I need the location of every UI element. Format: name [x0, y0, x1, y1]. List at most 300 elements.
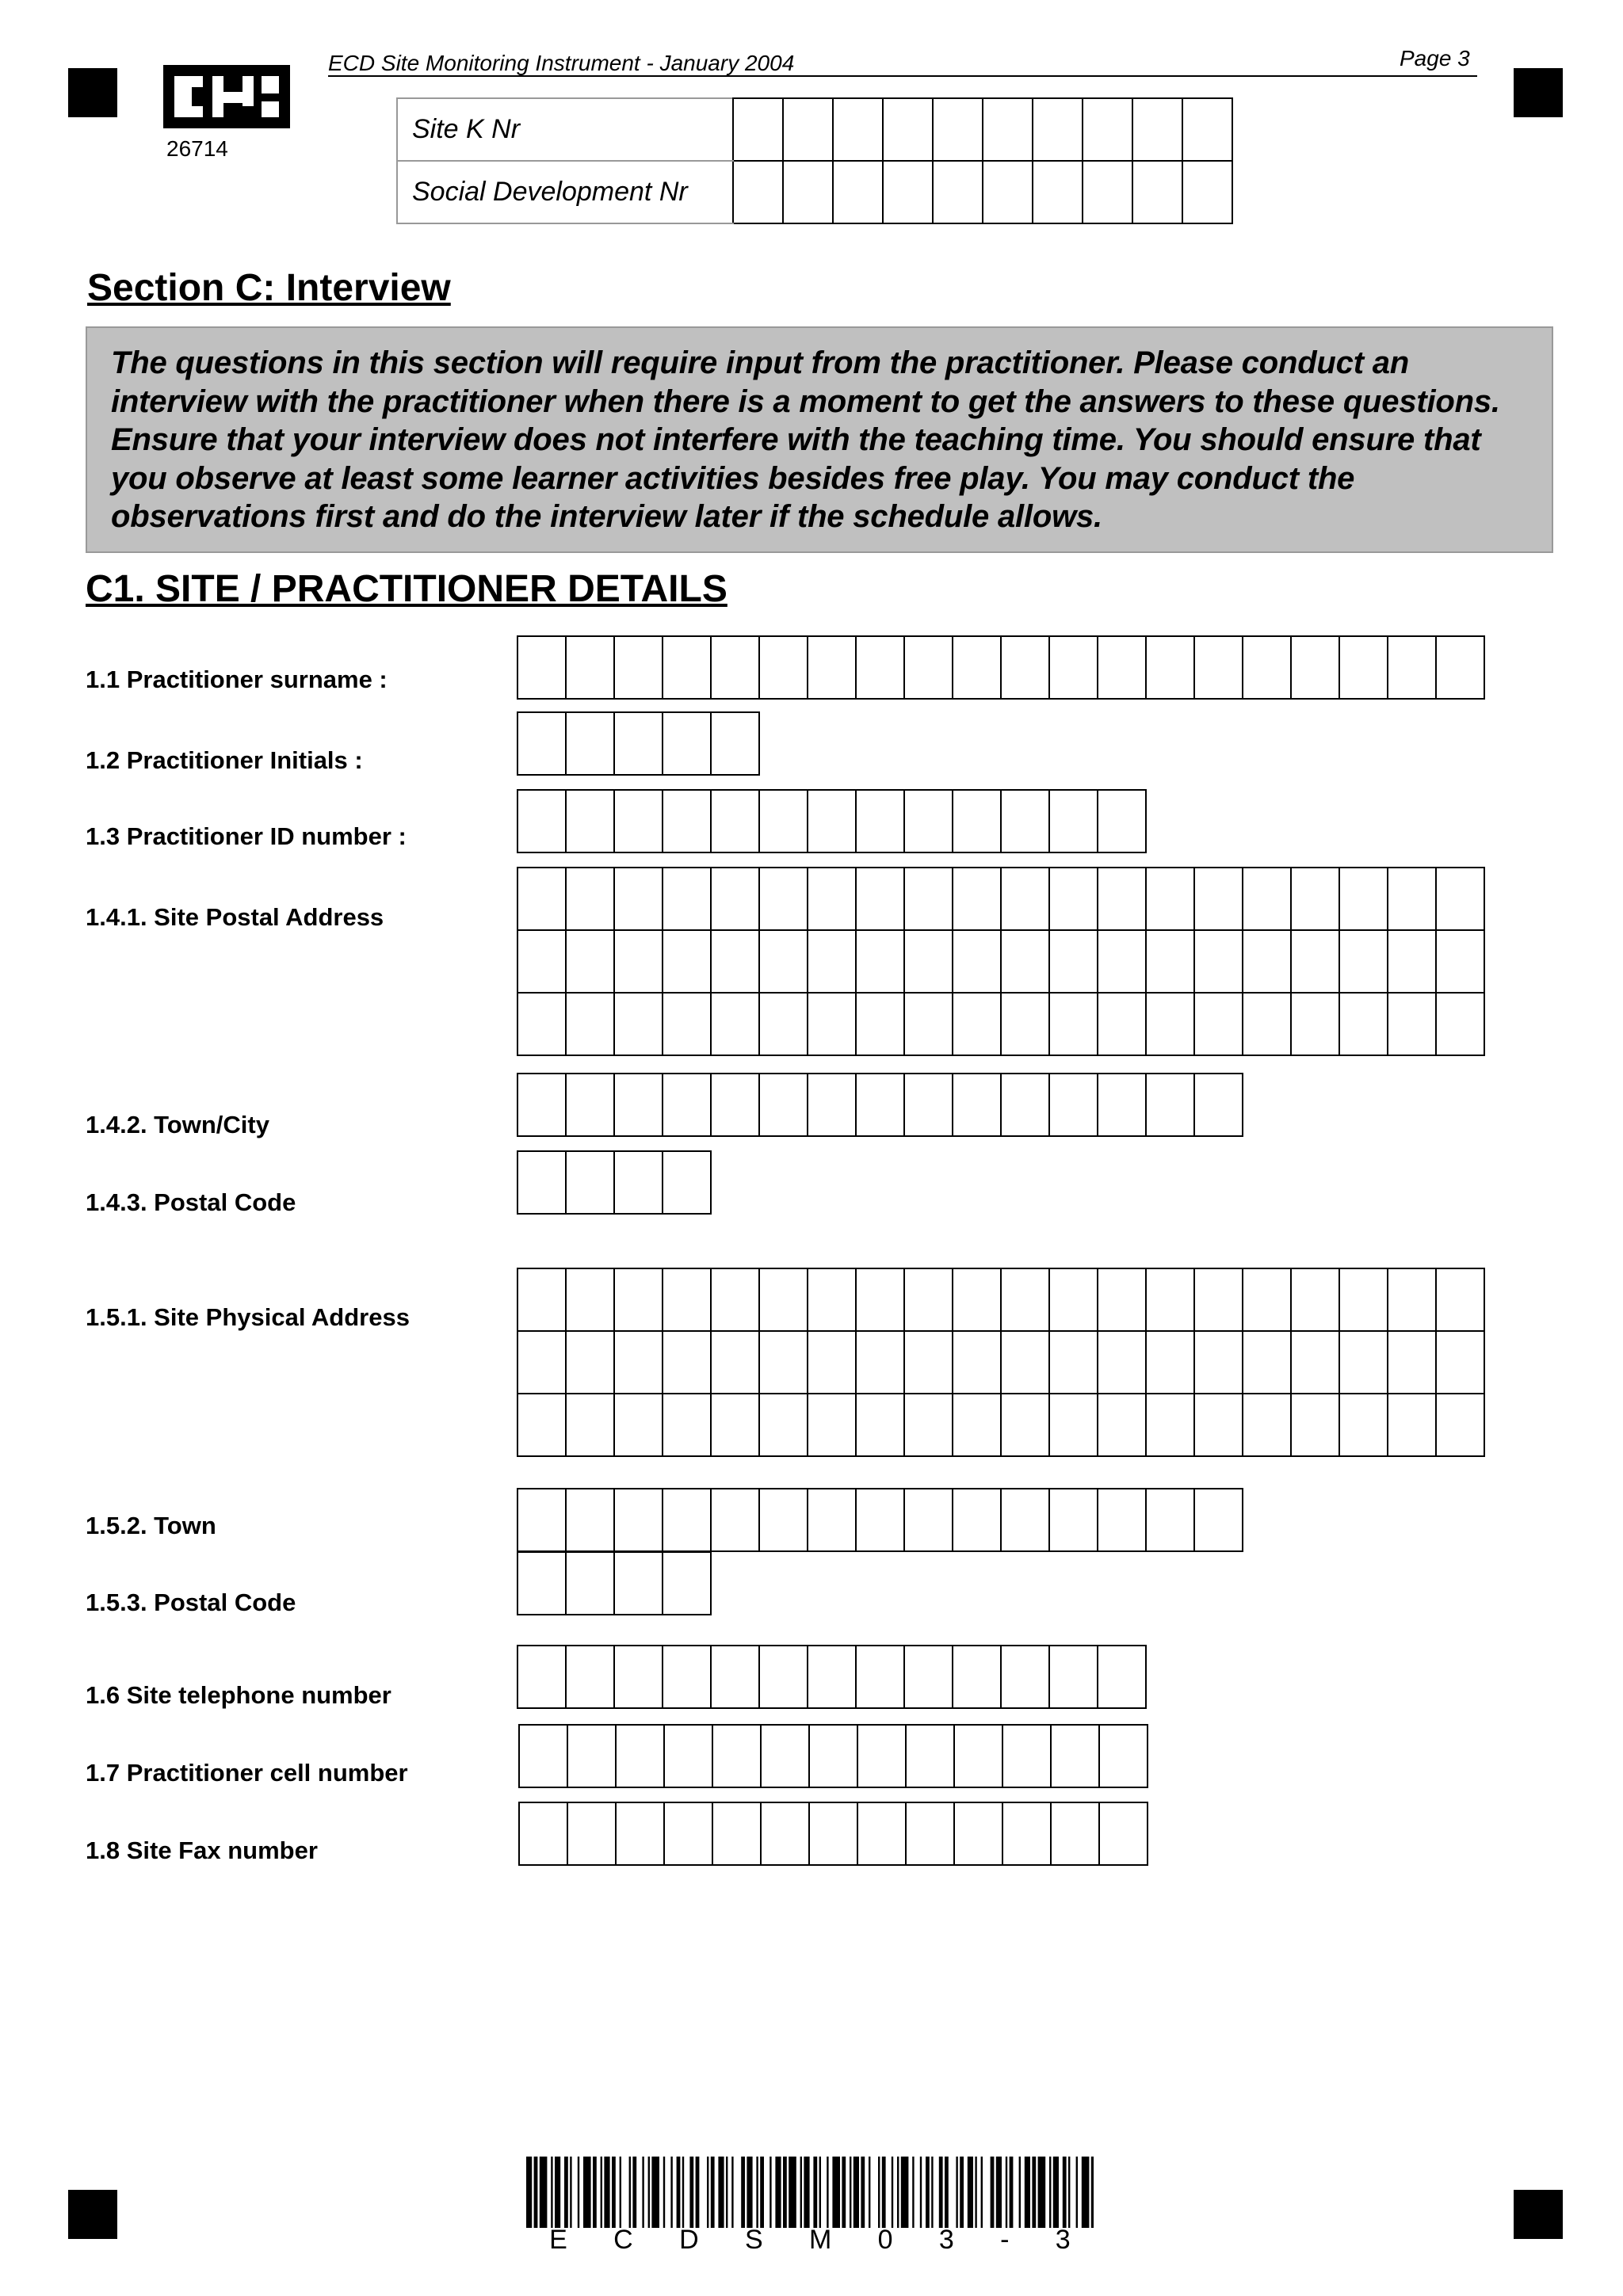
entry-box[interactable] [1291, 930, 1339, 993]
entry-box[interactable] [663, 636, 711, 699]
entry-box[interactable] [566, 712, 614, 775]
entry-box[interactable] [1388, 930, 1436, 993]
entry-box[interactable] [664, 1725, 712, 1787]
entry-box[interactable] [1001, 930, 1049, 993]
entry-box[interactable] [1339, 868, 1388, 930]
entry-box[interactable] [1243, 1394, 1291, 1456]
entry-box[interactable] [663, 712, 711, 775]
entry-box[interactable] [954, 1802, 1002, 1865]
entry-box[interactable] [1098, 1268, 1146, 1331]
entry-box[interactable] [1194, 1268, 1243, 1331]
entry-box[interactable] [517, 993, 566, 1055]
entry-box[interactable] [1291, 868, 1339, 930]
entry-box[interactable] [1098, 1331, 1146, 1394]
entry-box[interactable] [1243, 993, 1291, 1055]
entry-box[interactable] [614, 993, 663, 1055]
entry-box[interactable] [759, 930, 808, 993]
entry-box[interactable] [566, 993, 614, 1055]
entry-box[interactable] [567, 1725, 616, 1787]
id-box[interactable] [833, 98, 883, 161]
entry-box[interactable] [953, 1331, 1001, 1394]
entry-box[interactable] [711, 1394, 759, 1456]
entry-box[interactable] [1049, 868, 1098, 930]
entry-box[interactable] [614, 1552, 663, 1615]
entry-box[interactable] [711, 1074, 759, 1136]
entry-box[interactable] [517, 1151, 566, 1214]
instructions-box [86, 326, 1553, 553]
entry-box[interactable] [1194, 1489, 1243, 1551]
barcode-bar [991, 2157, 995, 2228]
entry-box[interactable] [1098, 1074, 1146, 1136]
entry-box[interactable] [1388, 1268, 1436, 1331]
entry-box[interactable] [904, 1646, 953, 1708]
entry-box[interactable] [663, 930, 711, 993]
entry-box[interactable] [1291, 1268, 1339, 1331]
entry-box[interactable] [808, 636, 856, 699]
entry-box[interactable] [614, 1151, 663, 1214]
entry-box[interactable] [517, 868, 566, 930]
entry-box[interactable] [517, 1268, 566, 1331]
entry-box[interactable] [856, 636, 904, 699]
registration-mark-top-right [1514, 68, 1563, 117]
entry-box[interactable] [711, 712, 759, 775]
entry-box[interactable] [759, 993, 808, 1055]
entry-box[interactable] [856, 1331, 904, 1394]
entry-box[interactable] [616, 1802, 664, 1865]
entry-box[interactable] [1436, 930, 1484, 993]
entry-box[interactable] [517, 1552, 566, 1615]
barcode-bar [642, 2157, 643, 2228]
entry-box[interactable] [517, 1646, 566, 1708]
entry-box[interactable] [712, 1725, 761, 1787]
entry-box[interactable] [1291, 636, 1339, 699]
id-box[interactable] [1033, 161, 1083, 223]
entry-box[interactable] [904, 1268, 953, 1331]
entry-box[interactable] [1049, 930, 1098, 993]
entry-box[interactable] [1001, 1394, 1049, 1456]
entry-box[interactable] [857, 1725, 906, 1787]
entry-box[interactable] [663, 1646, 711, 1708]
entry-box[interactable] [809, 1802, 857, 1865]
entry-box[interactable] [1098, 930, 1146, 993]
entry-box[interactable] [856, 1489, 904, 1551]
entry-box[interactable] [1243, 1268, 1291, 1331]
entry-box[interactable] [1388, 1331, 1436, 1394]
entry-box[interactable] [1098, 636, 1146, 699]
entry-box[interactable] [1051, 1725, 1099, 1787]
id-box[interactable] [783, 98, 833, 161]
barcode-bar [670, 2157, 672, 2228]
entry-box[interactable] [1099, 1725, 1148, 1787]
entry-box[interactable] [1049, 636, 1098, 699]
barcode-bar [682, 2157, 684, 2228]
entry-box[interactable] [711, 1331, 759, 1394]
entry-box[interactable] [711, 930, 759, 993]
entry-box[interactable] [663, 1552, 711, 1615]
entry-box[interactable] [663, 1331, 711, 1394]
entry-box[interactable] [904, 790, 953, 852]
entry-box[interactable] [1002, 1802, 1051, 1865]
entry-box[interactable] [566, 1394, 614, 1456]
entry-box[interactable] [1049, 1489, 1098, 1551]
entry-box[interactable] [1098, 1489, 1146, 1551]
entry-box[interactable] [1146, 1074, 1194, 1136]
entry-box[interactable] [1146, 1331, 1194, 1394]
entry-box[interactable] [616, 1725, 664, 1787]
entry-box[interactable] [1291, 993, 1339, 1055]
entry-box[interactable] [954, 1725, 1002, 1787]
barcode-bar [1010, 2157, 1014, 2228]
field-grid-town-city [517, 1073, 1243, 1137]
barcode-text [526, 2225, 1094, 2256]
id-box[interactable] [1182, 98, 1232, 161]
entry-box[interactable] [856, 868, 904, 930]
entry-box[interactable] [1001, 1268, 1049, 1331]
id-box[interactable] [1132, 98, 1182, 161]
entry-box[interactable] [808, 930, 856, 993]
entry-box[interactable] [904, 993, 953, 1055]
entry-box[interactable] [953, 1074, 1001, 1136]
entry-box[interactable] [759, 1331, 808, 1394]
entry-box[interactable] [566, 1552, 614, 1615]
barcode-bar [726, 2157, 727, 2228]
entry-box[interactable] [904, 636, 953, 699]
entry-box[interactable] [614, 790, 663, 852]
entry-box[interactable] [614, 1074, 663, 1136]
entry-box[interactable] [1098, 1646, 1146, 1708]
entry-box[interactable] [1098, 993, 1146, 1055]
entry-box[interactable] [566, 1331, 614, 1394]
barcode-bar [620, 2157, 621, 2228]
entry-box[interactable] [904, 1331, 953, 1394]
entry-box[interactable] [517, 1489, 566, 1551]
entry-box[interactable] [1388, 636, 1436, 699]
barcode-char: 3 [938, 2225, 954, 2255]
entry-box[interactable] [1146, 993, 1194, 1055]
id-box[interactable] [983, 161, 1033, 223]
entry-box[interactable] [953, 930, 1001, 993]
entry-box[interactable] [761, 1725, 809, 1787]
entry-box[interactable] [664, 1802, 712, 1865]
entry-box[interactable] [519, 1802, 567, 1865]
grid-row [519, 1725, 1148, 1787]
entry-box[interactable] [808, 868, 856, 930]
entry-box[interactable] [567, 1802, 616, 1865]
entry-box[interactable] [614, 636, 663, 699]
entry-box[interactable] [711, 868, 759, 930]
entry-box[interactable] [1098, 1394, 1146, 1456]
barcode-char: - [1000, 2225, 1010, 2255]
entry-box[interactable] [1339, 930, 1388, 993]
id-box[interactable] [1083, 98, 1132, 161]
entry-box[interactable] [856, 930, 904, 993]
field-grid-initials [517, 711, 760, 776]
entry-box[interactable] [1049, 1646, 1098, 1708]
entry-box[interactable] [1002, 1725, 1051, 1787]
entry-box[interactable] [517, 636, 566, 699]
entry-box[interactable] [566, 1489, 614, 1551]
entry-box[interactable] [808, 1489, 856, 1551]
entry-box[interactable] [1339, 1268, 1388, 1331]
entry-box[interactable] [1436, 993, 1484, 1055]
entry-box[interactable] [953, 790, 1001, 852]
entry-box[interactable] [1049, 1268, 1098, 1331]
barcode-bar [677, 2157, 681, 2228]
entry-box[interactable] [953, 993, 1001, 1055]
entry-box[interactable] [663, 993, 711, 1055]
entry-box[interactable] [856, 1646, 904, 1708]
entry-box[interactable] [759, 790, 808, 852]
entry-box[interactable] [614, 712, 663, 775]
entry-box[interactable] [1339, 1331, 1388, 1394]
entry-box[interactable] [953, 1646, 1001, 1708]
entry-box[interactable] [663, 790, 711, 852]
grid-row [517, 1151, 711, 1214]
entry-box[interactable] [1194, 636, 1243, 699]
barcode-bar [551, 2157, 552, 2228]
entry-box[interactable] [614, 1331, 663, 1394]
entry-box[interactable] [759, 1489, 808, 1551]
entry-box[interactable] [1049, 1394, 1098, 1456]
entry-box[interactable] [1194, 993, 1243, 1055]
field-grid-surname [517, 635, 1485, 700]
entry-box[interactable] [1001, 868, 1049, 930]
entry-box[interactable] [517, 930, 566, 993]
entry-box[interactable] [759, 868, 808, 930]
entry-box[interactable] [904, 1074, 953, 1136]
entry-box[interactable] [663, 1268, 711, 1331]
barcode-bar [526, 2157, 532, 2228]
registration-mark-top-left [68, 68, 117, 117]
grid-row [517, 1268, 1484, 1331]
entry-box[interactable] [809, 1725, 857, 1787]
entry-box[interactable] [1001, 993, 1049, 1055]
field-label-id-number: 1.3 Practitioner ID number : [86, 822, 407, 850]
entry-box[interactable] [517, 1331, 566, 1394]
entry-box[interactable] [1049, 993, 1098, 1055]
entry-box[interactable] [614, 1268, 663, 1331]
id-box[interactable] [783, 161, 833, 223]
id-box[interactable] [983, 98, 1033, 161]
entry-box[interactable] [711, 636, 759, 699]
entry-box[interactable] [953, 1268, 1001, 1331]
entry-box[interactable] [566, 1646, 614, 1708]
entry-box[interactable] [1001, 1489, 1049, 1551]
field-label-fax: 1.8 Site Fax number [86, 1836, 318, 1864]
entry-box[interactable] [1339, 636, 1388, 699]
entry-box[interactable] [1243, 1331, 1291, 1394]
entry-box[interactable] [953, 1394, 1001, 1456]
entry-box[interactable] [1436, 1394, 1484, 1456]
barcode-bar [741, 2157, 745, 2228]
entry-box[interactable] [953, 868, 1001, 930]
barcode-bar [878, 2157, 880, 2228]
entry-box[interactable] [857, 1802, 906, 1865]
entry-box[interactable] [566, 1151, 614, 1214]
entry-box[interactable] [856, 790, 904, 852]
entry-box[interactable] [517, 1074, 566, 1136]
entry-box[interactable] [1194, 1394, 1243, 1456]
entry-box[interactable] [1194, 1074, 1243, 1136]
entry-box[interactable] [808, 1394, 856, 1456]
entry-box[interactable] [1388, 1394, 1436, 1456]
entry-box[interactable] [1436, 636, 1484, 699]
entry-box[interactable] [1291, 1331, 1339, 1394]
id-box[interactable] [933, 161, 983, 223]
id-box[interactable] [733, 161, 783, 223]
id-box[interactable] [733, 98, 783, 161]
entry-box[interactable] [1436, 868, 1484, 930]
entry-box[interactable] [1146, 636, 1194, 699]
entry-box[interactable] [517, 1394, 566, 1456]
entry-box[interactable] [856, 993, 904, 1055]
entry-box[interactable] [517, 790, 566, 852]
entry-box[interactable] [1098, 868, 1146, 930]
entry-box[interactable] [808, 993, 856, 1055]
id-box[interactable] [833, 161, 883, 223]
entry-box[interactable] [566, 1074, 614, 1136]
entry-box[interactable] [711, 1489, 759, 1551]
entry-box[interactable] [1146, 1268, 1194, 1331]
grid-row [517, 712, 759, 775]
entry-box[interactable] [711, 790, 759, 852]
entry-box[interactable] [1436, 1331, 1484, 1394]
entry-box[interactable] [1001, 790, 1049, 852]
barcode-char: 3 [1055, 2225, 1071, 2255]
barcode-bar [696, 2157, 700, 2228]
entry-box[interactable] [1339, 993, 1388, 1055]
grid-row [517, 930, 1484, 993]
entry-box[interactable] [1099, 1802, 1148, 1865]
entry-box[interactable] [663, 1489, 711, 1551]
entry-box[interactable] [904, 868, 953, 930]
entry-box[interactable] [1194, 1331, 1243, 1394]
entry-box[interactable] [1098, 790, 1146, 852]
id-box[interactable] [1083, 161, 1132, 223]
entry-box[interactable] [1146, 868, 1194, 930]
id-box[interactable] [933, 98, 983, 161]
entry-box[interactable] [566, 930, 614, 993]
entry-box[interactable] [808, 1074, 856, 1136]
entry-box[interactable] [614, 930, 663, 993]
entry-box[interactable] [759, 1074, 808, 1136]
entry-box[interactable] [808, 1268, 856, 1331]
entry-box[interactable] [808, 1646, 856, 1708]
entry-box[interactable] [1146, 930, 1194, 993]
entry-box[interactable] [808, 1331, 856, 1394]
entry-box[interactable] [1243, 636, 1291, 699]
entry-box[interactable] [1194, 868, 1243, 930]
grid-row [517, 1552, 711, 1615]
page-number: Page 3 [1400, 46, 1470, 71]
entry-box[interactable] [711, 1268, 759, 1331]
entry-box[interactable] [663, 1074, 711, 1136]
entry-box[interactable] [566, 636, 614, 699]
entry-box[interactable] [1049, 790, 1098, 852]
entry-box[interactable] [1388, 868, 1436, 930]
entry-box[interactable] [761, 1802, 809, 1865]
id-box[interactable] [883, 98, 933, 161]
entry-box[interactable] [1001, 1074, 1049, 1136]
entry-box[interactable] [1194, 930, 1243, 993]
entry-box[interactable] [759, 1646, 808, 1708]
entry-box[interactable] [1001, 1646, 1049, 1708]
entry-box[interactable] [711, 1646, 759, 1708]
entry-box[interactable] [1001, 1331, 1049, 1394]
entry-box[interactable] [663, 1394, 711, 1456]
entry-box[interactable] [904, 930, 953, 993]
entry-box[interactable] [1146, 1394, 1194, 1456]
entry-box[interactable] [663, 1151, 711, 1214]
entry-box[interactable] [519, 1725, 567, 1787]
barcode-bar [564, 2157, 568, 2228]
entry-box[interactable] [904, 1394, 953, 1456]
entry-box[interactable] [759, 636, 808, 699]
entry-box[interactable] [566, 790, 614, 852]
field-grid-id-number [517, 789, 1147, 853]
entry-box[interactable] [712, 1802, 761, 1865]
id-box[interactable] [883, 161, 933, 223]
entry-box[interactable] [1243, 868, 1291, 930]
entry-box[interactable] [904, 1489, 953, 1551]
entry-box[interactable] [566, 1268, 614, 1331]
barcode-bar [869, 2157, 870, 2228]
entry-box[interactable] [953, 1489, 1001, 1551]
entry-box[interactable] [856, 1394, 904, 1456]
id-label-site-k: Site K Nr [397, 98, 733, 161]
entry-box[interactable] [856, 1074, 904, 1136]
entry-box[interactable] [759, 1394, 808, 1456]
entry-box[interactable] [1243, 930, 1291, 993]
grid-row [517, 868, 1484, 930]
entry-box[interactable] [808, 790, 856, 852]
barcode-bar [1049, 2157, 1051, 2228]
entry-box[interactable] [1291, 1394, 1339, 1456]
entry-box[interactable] [1436, 1268, 1484, 1331]
entry-box[interactable] [614, 1489, 663, 1551]
grid-row [517, 790, 1146, 852]
entry-box[interactable] [1388, 993, 1436, 1055]
entry-box[interactable] [711, 993, 759, 1055]
entry-box[interactable] [614, 1646, 663, 1708]
barcode-bar [731, 2157, 733, 2228]
entry-box[interactable] [906, 1725, 954, 1787]
entry-box[interactable] [1049, 1331, 1098, 1394]
entry-box[interactable] [614, 1394, 663, 1456]
entry-box[interactable] [906, 1802, 954, 1865]
entry-box[interactable] [1049, 1074, 1098, 1136]
entry-box[interactable] [1146, 1489, 1194, 1551]
entry-box[interactable] [759, 1268, 808, 1331]
entry-box[interactable] [1051, 1802, 1099, 1865]
entry-box[interactable] [953, 636, 1001, 699]
field-label-postal-address: 1.4.1. Site Postal Address [86, 903, 384, 931]
id-box[interactable] [1132, 161, 1182, 223]
entry-box[interactable] [856, 1268, 904, 1331]
id-box[interactable] [1033, 98, 1083, 161]
barcode-bar [583, 2157, 591, 2228]
entry-box[interactable] [517, 712, 566, 775]
entry-box[interactable] [663, 868, 711, 930]
id-box[interactable] [1182, 161, 1232, 223]
barcode-bar [651, 2157, 659, 2228]
entry-box[interactable] [614, 868, 663, 930]
barcode-bar [956, 2157, 957, 2228]
entry-box[interactable] [566, 868, 614, 930]
entry-box[interactable] [1339, 1394, 1388, 1456]
form-number: 26714 [166, 136, 228, 161]
entry-box[interactable] [1001, 636, 1049, 699]
